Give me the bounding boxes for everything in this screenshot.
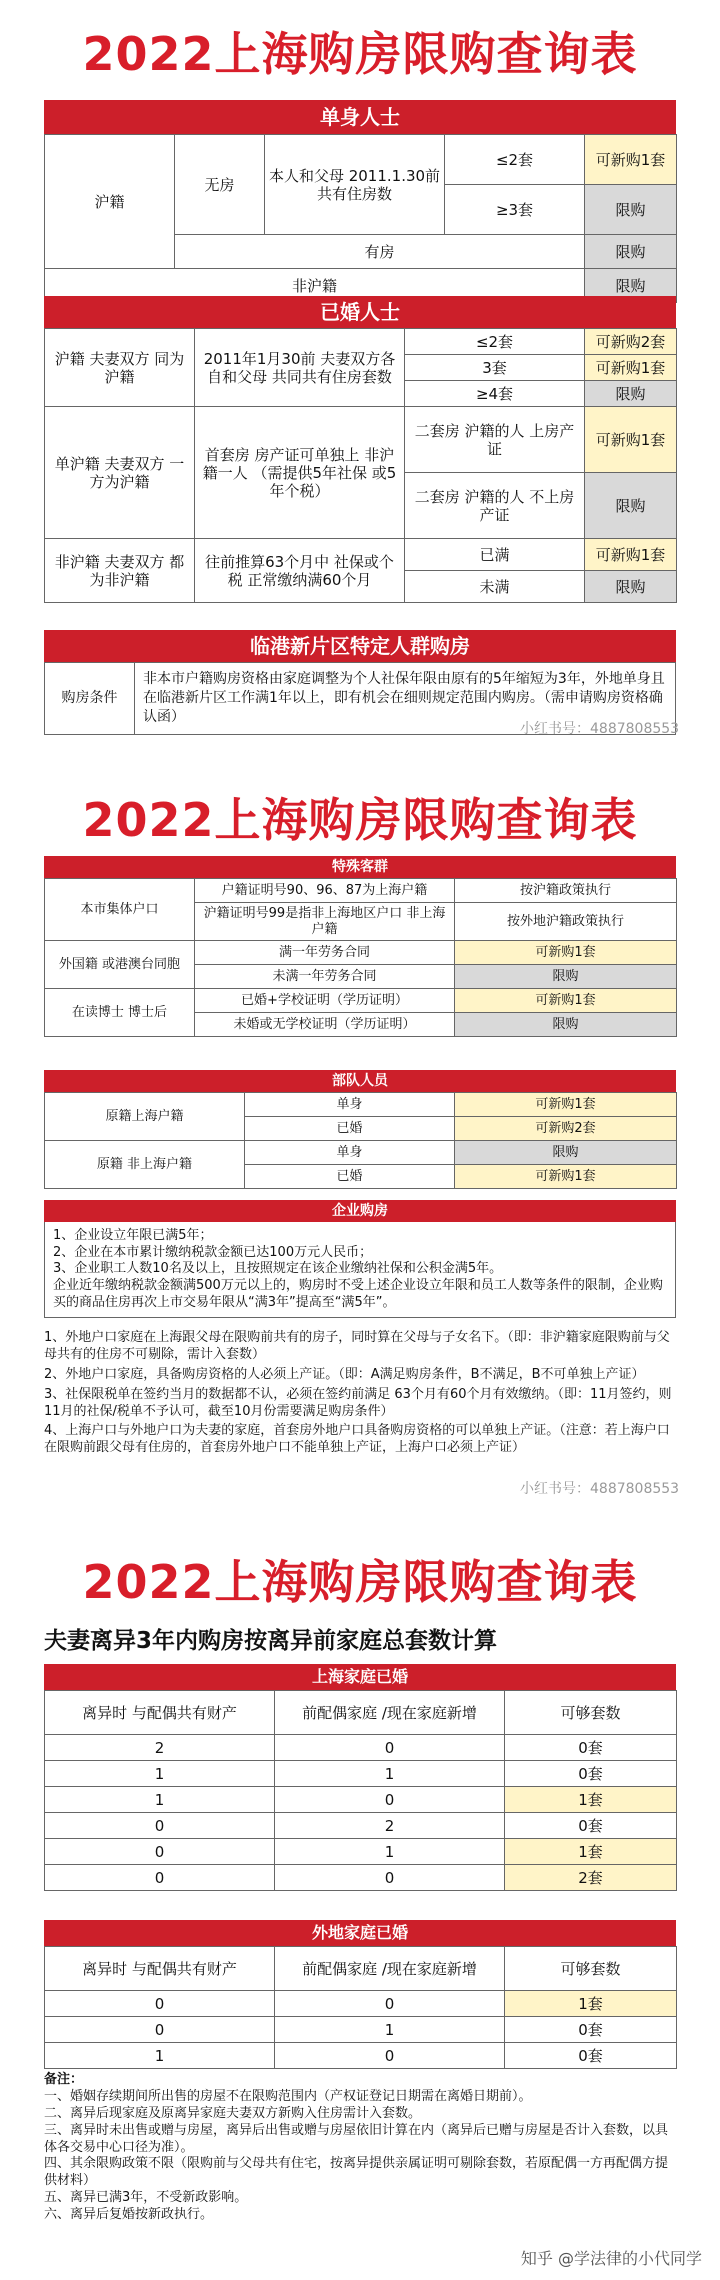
cell: 0套: [505, 2017, 677, 2043]
result-cell: 限购: [455, 965, 677, 989]
married-group-label: 单沪籍 夫妻双方 一方为沪籍: [45, 407, 195, 539]
table-row: [45, 2043, 677, 2069]
cell: 2: [45, 1735, 275, 1761]
married-section: [44, 296, 676, 603]
cond-cell: 已婚: [245, 1117, 455, 1141]
watermark: 小红书号：4887808553: [520, 721, 680, 737]
single-section: [44, 100, 676, 303]
result-cell: 限购: [455, 1013, 677, 1037]
cond-cell: 单身: [245, 1141, 455, 1165]
note-line: 三、离异时未出售或赠与房屋，离异后出售或赠与房屋依旧计算在内（离异后已赠与房屋是否计入套数，以具体各交易中心口径为准）。: [44, 2122, 669, 2155]
cell: 0: [45, 1813, 275, 1839]
lingang-label: 购房条件: [45, 663, 135, 735]
cond-cell: 户籍证明号90、96、87为上海户籍: [195, 879, 455, 903]
wd-table: [44, 1946, 677, 2069]
cell: 0: [275, 1735, 505, 1761]
result-cell: 可新购2套: [455, 1117, 677, 1141]
count-cell: ≥3套: [445, 185, 585, 235]
married-group-label: 沪籍 夫妻双方 同为沪籍: [45, 329, 195, 407]
married-group-label: 非沪籍 夫妻双方 都为非沪籍: [45, 539, 195, 603]
note-line: 2、外地户口家庭，具备购房资格的人必须上产证。（即：A满足购房条件，B不满足，B不可单独上产证）: [44, 1366, 645, 1382]
table-row: [45, 1813, 677, 1839]
cond-cell: 单身: [245, 1093, 455, 1117]
parents-cell: 本人和父母 2011.1.30前共有住房数: [265, 135, 445, 235]
cond-cell: 未婚或无学校证明（学历证明）: [195, 1013, 455, 1037]
note-line: 4、上海户口与外地户口为夫妻的家庭，首套房外地户口具备购房资格的可以单独上产证。（注意：若上海户口在限购前跟父母有住房的，首套房外地户口不能单独上产证，上海户口必须上产证）: [44, 1423, 670, 1456]
cell: 1: [275, 2017, 505, 2043]
cell: 0: [275, 2043, 505, 2069]
result-cell: 可新购1套: [455, 989, 677, 1013]
cell: 0: [45, 1865, 275, 1891]
count-cell: ≥4套: [405, 381, 585, 407]
count-cell: ≤2套: [445, 135, 585, 185]
cell: 1: [275, 1761, 505, 1787]
cell: 1: [45, 1787, 275, 1813]
result-cell: 可新购1套: [585, 407, 677, 473]
note-line: 一、婚姻存续期间所出售的房屋不在限购范围内（产权证登记日期需在离婚日期前）。: [44, 2088, 532, 2104]
result-cell: 按外地沪籍政策执行: [455, 903, 677, 941]
note-line: 四、其余限购政策不限（限购前与父母共有住宅，按离异提供亲属证明可剔除套数，若原配偶一方再配偶方提供材料）: [44, 2156, 669, 2189]
notes-title: 备注：: [44, 2072, 84, 2087]
result-cell: 可新购1套: [455, 1093, 677, 1117]
cond-cell: 已婚: [245, 1165, 455, 1189]
special-header: 特殊客群: [44, 856, 676, 878]
count-cell: 二套房 沪籍的人 上房产证: [405, 407, 585, 473]
page2-notes: [44, 1330, 676, 1457]
married-group-cond: 2011年1月30前 夫妻双方各自和父母 共同共有住房套数: [195, 329, 405, 407]
cell: 1: [45, 1761, 275, 1787]
cell: 2套: [505, 1865, 677, 1891]
cell: 0: [275, 1787, 505, 1813]
single-header: 单身人士: [44, 100, 676, 134]
count-cell: ≤2套: [405, 329, 585, 355]
army-header: 部队人员: [44, 1070, 676, 1092]
page2-title: 2022上海购房限购查询表: [82, 793, 638, 847]
youfang-cell: 有房: [175, 235, 585, 269]
col-header: 可够套数: [505, 1947, 677, 1991]
army-table: [44, 1092, 677, 1189]
result-cell: 限购: [585, 269, 677, 303]
result-cell: 可新购1套: [585, 539, 677, 571]
result-cell: 可新购1套: [585, 135, 677, 185]
cell: 0: [45, 1839, 275, 1865]
note-line: 1、外地户口家庭在上海跟父母在限购前共有的房子，同时算在父母与子女名下。（即：非沪籍家庭限购前与父母共有的住房不可剔除，需计入套数）: [44, 1330, 670, 1362]
army-group: 原籍 非上海户籍: [45, 1141, 245, 1189]
count-cell: 未满: [405, 571, 585, 603]
table-row: [45, 1761, 677, 1787]
company-header: 企业购房: [44, 1200, 676, 1222]
result-cell: 限购: [585, 235, 677, 269]
huji-cell: 沪籍: [45, 135, 175, 269]
cell: 0: [45, 1991, 275, 2017]
note-line: 五、离异已满3年，不受新政影响。: [44, 2190, 248, 2206]
cell: 0: [45, 2017, 275, 2043]
result-cell: 可新购1套: [455, 1165, 677, 1189]
cell: 0套: [505, 1735, 677, 1761]
cell: 0套: [505, 1761, 677, 1787]
cond-cell: 沪籍证明号99是指非上海地区户口 非上海户籍: [195, 903, 455, 941]
table-row: [45, 1865, 677, 1891]
col-header: 离异时 与配偶共有财产: [45, 1691, 275, 1735]
page3-title: 2022上海购房限购查询表: [82, 1555, 638, 1609]
col-header: 离异时 与配偶共有财产: [45, 1947, 275, 1991]
cell: 1: [45, 2043, 275, 2069]
cond-cell: 已婚+学校证明（学历证明）: [195, 989, 455, 1013]
result-cell: 限购: [455, 1141, 677, 1165]
cell: 1套: [505, 1787, 677, 1813]
married-group-cond: 首套房 房产证可单独上 非沪籍一人 （需提供5年社保 或5年个税）: [195, 407, 405, 539]
waiji-cell: 外国籍 或港澳台同胞: [45, 941, 195, 989]
company-line: 企业近年缴纳税款金额满500万元以上的，购房时不受上述企业设立年限和员工人数等条件的限制，企业购买的商品住房再次上市交易年限从“满3年”提高至“满5年”。: [53, 1277, 663, 1310]
table-row: [45, 2017, 677, 2043]
page3-subtitle: 夫妻离异3年内购房按离异前家庭总套数计算: [44, 1628, 498, 1654]
lingang-header: 临港新片区特定人群购房: [44, 630, 676, 662]
cond-cell: 未满一年劳务合同: [195, 965, 455, 989]
sh-header: 上海家庭已婚: [44, 1664, 676, 1690]
result-cell: 限购: [585, 473, 677, 539]
col-header: 前配偶家庭 /现在家庭新增: [275, 1691, 505, 1735]
note-line: 六、离异后复婚按新政执行。: [44, 2207, 214, 2223]
result-cell: 可新购1套: [585, 355, 677, 381]
army-section: [44, 1070, 676, 1189]
married-table: [44, 328, 677, 603]
count-cell: 已满: [405, 539, 585, 571]
cell: 1: [275, 1839, 505, 1865]
company-line: 1、企业设立年限已满5年；: [53, 1228, 213, 1243]
result-cell: 限购: [585, 185, 677, 235]
wufang-cell: 无房: [175, 135, 265, 235]
married-header: 已婚人士: [44, 296, 676, 328]
single-table: [44, 134, 677, 303]
page1-title: 2022上海购房限购查询表: [82, 27, 638, 81]
result-cell: 限购: [585, 571, 677, 603]
sh-section: [44, 1664, 676, 1891]
footer-watermark: 知乎 @学法律的小代同学: [520, 2249, 702, 2268]
count-cell: 3套: [405, 355, 585, 381]
cell: 0套: [505, 1813, 677, 1839]
boshi-cell: 在读博士 博士后: [45, 989, 195, 1037]
special-table: [44, 878, 677, 1037]
table-row: [45, 1839, 677, 1865]
company-section: [44, 1200, 676, 1318]
cell: 1套: [505, 1839, 677, 1865]
special-section: [44, 856, 676, 1037]
cell: 2: [275, 1813, 505, 1839]
note-line: 二、离异后现家庭及原离异家庭夫妻双方新购入住房需计入套数。: [44, 2105, 422, 2121]
lingang-text: 非本市户籍购房资格由家庭调整为个人社保年限由原有的5年缩短为3年，外地单身且在临港新片区工作满1年以上，即有机会在细则规定范围内购房。（需申请购房资格确认函）: [135, 663, 676, 735]
company-line: 3、企业职工人数10名及以上，且按照规定在该企业缴纳社保和公积金满5年。: [53, 1261, 503, 1277]
table-row: [45, 1735, 677, 1761]
table-row: [45, 1787, 677, 1813]
result-cell: 可新购1套: [455, 941, 677, 965]
cell: 0套: [505, 2043, 677, 2069]
sh-table: [44, 1690, 677, 1891]
table-row: [45, 1991, 677, 2017]
company-text: [44, 1222, 676, 1318]
cell: 0: [275, 1991, 505, 2017]
wd-section: [44, 1920, 676, 2069]
feihuji-cell: 非沪籍: [45, 269, 585, 303]
married-group-cond: 往前推算63个月中 社保或个税 正常缴纳满60个月: [195, 539, 405, 603]
cond-cell: 满一年劳务合同: [195, 941, 455, 965]
wd-header: 外地家庭已婚: [44, 1920, 676, 1946]
company-line: 2、企业在本市累计缴纳税款金额已达100万元人民币；: [53, 1244, 373, 1260]
result-cell: 按沪籍政策执行: [455, 879, 677, 903]
count-cell: 二套房 沪籍的人 不上房产证: [405, 473, 585, 539]
result-cell: 可新购2套: [585, 329, 677, 355]
result-cell: 限购: [585, 381, 677, 407]
jiti-cell: 本市集体户口: [45, 879, 195, 941]
col-header: 可够套数: [505, 1691, 677, 1735]
cell: 0: [275, 1865, 505, 1891]
cell: 1套: [505, 1991, 677, 2017]
col-header: 前配偶家庭 /现在家庭新增: [275, 1947, 505, 1991]
page3-notes: [44, 2072, 676, 2224]
army-group: 原籍上海户籍: [45, 1093, 245, 1141]
note-line: 3、社保限税单在签约当月的数据都不认，必须在签约前满足 63个月有60个月有效缴纳。（即：11月签约，则11月的社保/税单不予认可，截至10月份需要满足购房条件）: [44, 1386, 672, 1419]
watermark: 小红书号：4887808553: [520, 1481, 680, 1497]
